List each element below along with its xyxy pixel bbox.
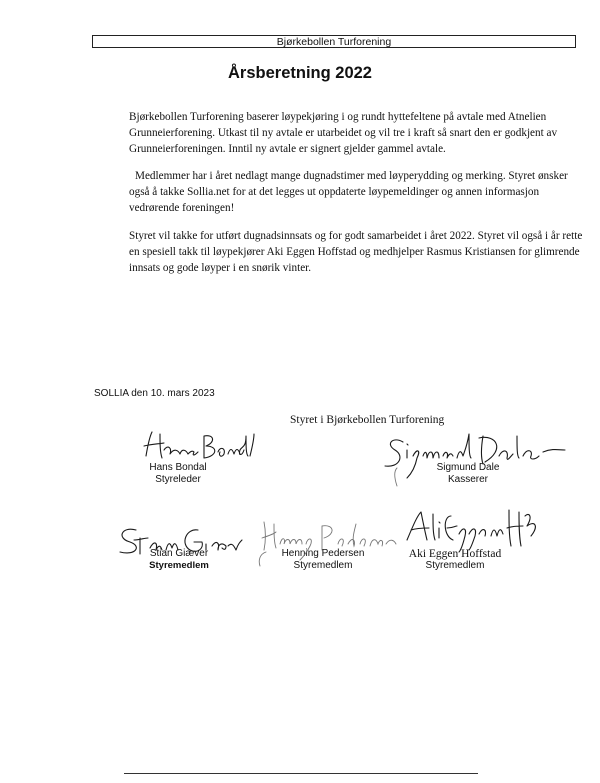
handwritten-signature-henning-pedersen (256, 516, 406, 566)
signatory-name: Aki Eggen Hoffstad (408, 548, 502, 560)
header-org-box (92, 35, 576, 48)
header-org-name: Bjørkebollen Turforening (276, 36, 392, 48)
signature-block-sigmund-dale (418, 462, 518, 486)
signature-block-stian-giaever (124, 548, 234, 572)
paragraph-agreement: Bjørkebollen Turforening baserer løypekjøring i og rundt hyttefeltene på avtale med Atnelien Grunneierforening. Utkast til ny avtale er utarbeidet og vil tre i kraft så snart den er godkjent av Grunneierforeningen. Inntil ny avtale er signert gjelder gammel avtale. (129, 111, 558, 155)
signatory-name: Hans Bondal (149, 462, 207, 473)
signatory-name: Stian Giæver (149, 548, 209, 559)
paragraph-volunteer: Medlemmer har i året nedlagt mange dugnadstimer med løyperydding og merking. Styret ønsker også å takke Sollia.net for at det legges ut oppdaterte løypemeldinger og annen informasjon vedrørende foreningen! (129, 170, 568, 214)
signatory-name: Henning Pedersen (281, 548, 365, 559)
signatory-role: Styremedlem (149, 560, 209, 571)
signatory-name: Sigmund Dale (436, 462, 500, 473)
signature-block-aki-eggen-hoffstad (395, 548, 515, 572)
paragraph-thanks: Styret vil takke for utført dugnadsinnsats og for godt samarbeidet i året 2022. Styret vil også i år rette en spesiell takk til løypekjører Aki Eggen Hoffstad og medhjelper Rasmus Kristiansen for glimrende innsats og gode løyper i en snørik vinter. (129, 230, 583, 274)
signature-block-hans-bondal (128, 462, 228, 486)
signatory-role: Styremedlem (293, 560, 353, 571)
signature-block-henning-pedersen (268, 548, 378, 572)
bottom-divider (124, 773, 478, 774)
handwritten-signature-stian-giaever (114, 520, 244, 560)
page-title: Årsberetning 2022 (228, 64, 372, 82)
signatory-role: Styreleder (155, 474, 201, 485)
handwritten-signature-hans-bondal (138, 426, 258, 466)
handwritten-signature-aki-eggen-hoffstad (403, 506, 543, 556)
signatory-role: Styremedlem (425, 560, 485, 571)
place-date: SOLLIA den 10. mars 2023 (94, 388, 215, 399)
signatory-role: Kasserer (447, 474, 488, 485)
board-line: Styret i Bjørkebollen Turforening (290, 414, 445, 426)
handwritten-signature-sigmund-dale (373, 428, 573, 488)
